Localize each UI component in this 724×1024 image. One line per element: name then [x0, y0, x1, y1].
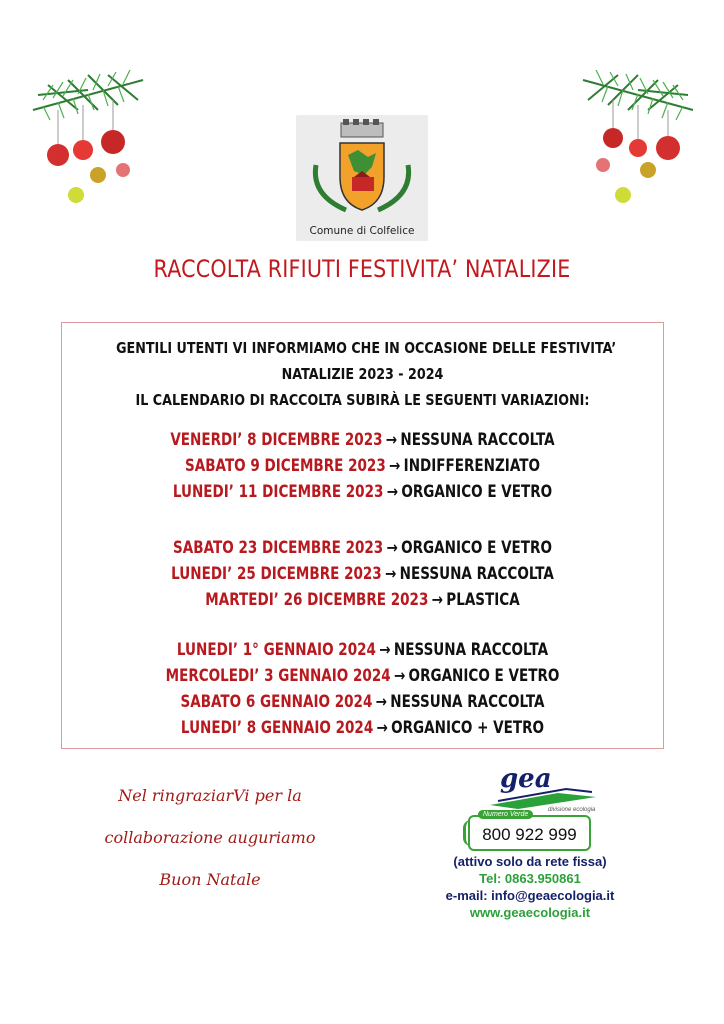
- arrow-icon: →: [386, 482, 399, 501]
- schedule-action: NESSUNA RACCOLTA: [400, 430, 555, 449]
- arrow-icon: →: [393, 666, 406, 685]
- arrow-icon: →: [379, 640, 391, 659]
- schedule-action: NESSUNA RACCOLTA: [393, 640, 549, 659]
- gea-logo-sub: divisione ecologia: [548, 807, 596, 813]
- intro-line: NATALIZIE 2023 - 2024: [281, 365, 444, 383]
- schedule-group-december-late: [62, 535, 663, 613]
- arrow-icon: →: [431, 590, 444, 609]
- comune-caption: Comune di Colfelice: [309, 225, 415, 237]
- thanks-line: Nel ringraziarVi per la: [118, 786, 302, 805]
- notice-intro: [116, 335, 617, 413]
- schedule-action: ORGANICO E VETRO: [401, 538, 552, 557]
- thanks-line: Buon Natale: [159, 870, 261, 889]
- schedule-row: [116, 637, 609, 663]
- schedule-date: LUNEDI’ 8 GENNAIO 2024: [180, 718, 374, 737]
- schedule-row: [116, 587, 609, 613]
- arrow-icon: →: [386, 538, 398, 557]
- schedule-row: [116, 663, 609, 689]
- schedule-date: MERCOLEDI’ 3 GENNAIO 2024: [165, 666, 391, 685]
- arrow-icon: →: [376, 718, 388, 737]
- schedule-row: [116, 535, 609, 561]
- arrow-icon: →: [389, 456, 401, 475]
- thanks-line: collaborazione auguriamo: [104, 828, 316, 847]
- schedule-action: NESSUNA RACCOLTA: [399, 564, 554, 583]
- arrow-icon: →: [385, 430, 398, 449]
- schedule-date: SABATO 23 DICEMBRE 2023: [173, 538, 384, 557]
- gea-logo-text: gea: [500, 764, 552, 794]
- website-link[interactable]: www.geaecologia.it: [469, 905, 591, 920]
- schedule-date: SABATO 6 GENNAIO 2024: [180, 692, 373, 711]
- intro-line: IL CALENDARIO DI RACCOLTA SUBIRÀ LE SEGUENTI VARIAZIONI:: [135, 391, 590, 409]
- schedule-row: [116, 427, 609, 453]
- contact-info: [410, 853, 650, 921]
- email-link[interactable]: e-mail: info@geaecologia.it: [445, 888, 615, 903]
- schedule-date: MARTEDI’ 26 DICEMBRE 2023: [205, 590, 429, 609]
- telephone: Tel: 0863.950861: [479, 871, 581, 886]
- schedule-date: LUNEDI’ 11 DICEMBRE 2023: [172, 482, 384, 501]
- schedule-action: ORGANICO + VETRO: [391, 718, 545, 737]
- schedule-date: LUNEDI’ 1° GENNAIO 2024: [176, 640, 376, 659]
- schedule-date: VENERDI’ 8 DICEMBRE 2023: [170, 430, 383, 449]
- schedule-group-january: [62, 637, 663, 741]
- schedule-row: [116, 715, 609, 741]
- numero-verde-label: Numero Verde: [478, 810, 533, 819]
- christmas-decoration-left-icon: [28, 70, 148, 220]
- schedule-action: NESSUNA RACCOLTA: [390, 692, 545, 711]
- schedule-action: ORGANICO E VETRO: [401, 482, 553, 501]
- page-title: RACCOLTA RIFIUTI FESTIVITA’ NATALIZIE: [153, 255, 571, 283]
- notice-box: [61, 322, 664, 749]
- comune-crest-icon: [296, 115, 428, 223]
- schedule-row: [116, 453, 609, 479]
- landline-note: (attivo solo da rete fissa): [453, 854, 607, 869]
- arrow-icon: →: [385, 564, 397, 583]
- schedule-group-december-early: [62, 427, 663, 505]
- schedule-row: [116, 689, 609, 715]
- numero-verde-box: [468, 811, 591, 851]
- schedule-date: SABATO 9 DICEMBRE 2023: [184, 456, 386, 475]
- christmas-decoration-right-icon: [578, 70, 698, 220]
- schedule-action: PLASTICA: [446, 590, 520, 609]
- thanks-message: [60, 775, 360, 901]
- schedule-action: ORGANICO E VETRO: [408, 666, 560, 685]
- toll-free-number: 800 922 999: [482, 825, 577, 844]
- schedule-date: LUNEDI’ 25 DICEMBRE 2023: [171, 564, 382, 583]
- gea-logo-icon: [488, 763, 598, 813]
- arrow-icon: →: [375, 692, 387, 711]
- schedule-row: [116, 479, 609, 505]
- intro-line: GENTILI UTENTI VI INFORMIAMO CHE IN OCCASIONE DELLE FESTIVITA’: [116, 339, 617, 357]
- comune-crest: [296, 115, 428, 241]
- schedule-action: INDIFFERENZIATO: [403, 456, 540, 475]
- schedule-row: [116, 561, 609, 587]
